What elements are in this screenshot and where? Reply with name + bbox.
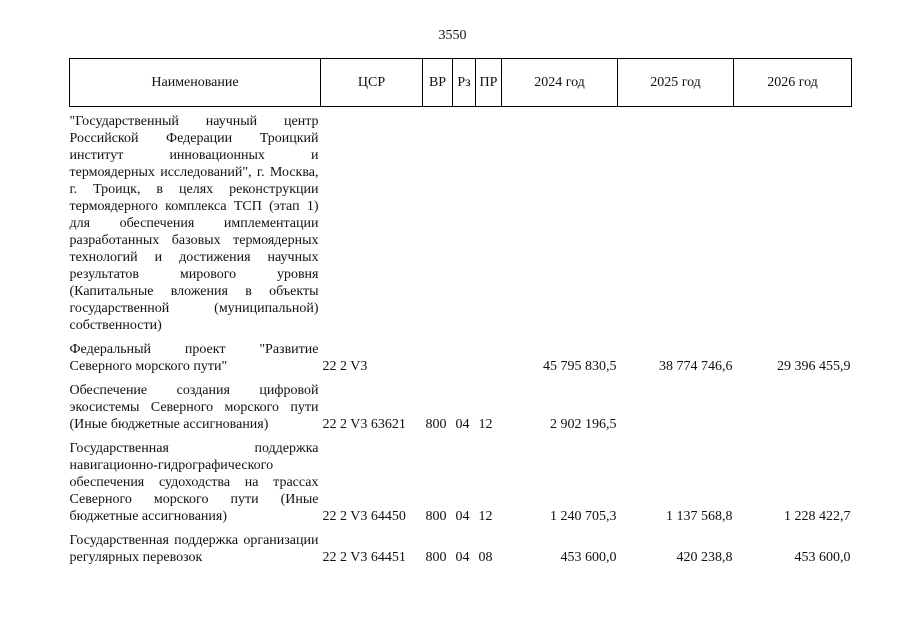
row-vr: 800 [425,417,447,432]
header-vr: ВР [423,59,453,107]
header-rz: Рз [453,59,476,107]
row-vr: 800 [425,509,447,524]
row-csr: 22 2 V3 63621 [322,417,406,432]
header-pr: ПР [476,59,502,107]
row-name: Федеральный проект "Развитие Северного морского пути" [69,342,319,374]
row-2026: 29 396 455,9 [777,359,851,374]
row-pr [476,341,502,382]
row-pr: 12 [478,509,493,524]
row-2025 [618,382,734,440]
row-2026: 453 600,0 [794,550,851,565]
row-rz [453,113,476,341]
header-2025: 2025 год [618,59,734,107]
header-name: Наименование [70,59,321,107]
row-vr: 800 [425,550,447,565]
table-row [70,382,852,440]
row-2025: 420 238,8 [676,550,733,565]
row-rz: 04 [455,550,470,565]
page-number: 3550 [438,28,467,43]
row-2026 [734,113,852,341]
row-name: Обеспечение создания цифровой экосистемы Северного морского пути (Иные бюджетные ассигнования) [69,383,319,432]
row-rz [453,341,476,382]
row-vr [423,341,453,382]
table-row [70,341,852,382]
row-name: Государственная поддержка навигационно-гидрографического обеспечения судоходства на трассах Северного морского пути (Иные бюджетные ассигнования) [69,441,319,524]
row-pr: 08 [478,550,493,565]
row-2024: 453 600,0 [560,550,617,565]
row-pr [476,113,502,341]
row-csr: 22 2 V3 64451 [322,550,406,565]
header-2024: 2024 год [502,59,618,107]
row-2026 [734,382,852,440]
row-pr: 12 [478,417,493,432]
row-2025 [618,113,734,341]
row-2026: 1 228 422,7 [784,509,851,524]
budget-table [69,58,852,566]
row-2024 [502,113,618,341]
row-name: "Государственный научный центр Российской Федерации Троицкий институт инновационных и термоядерных исследований", г. Москва, г. Троицк, в целях реконструкции термоядерного комплекса ТСП (этап 1) для обеспечения имплементации разработанных базовых термоядерных технологий и достижения научных результатов мирового уровня (Капитальные вложения в объекты государственной (муниципальной) собственности) [69,114,319,333]
table-row [70,113,852,341]
row-2025: 38 774 746,6 [659,359,733,374]
table-header-row [70,59,852,107]
row-2024: 2 902 196,5 [550,417,617,432]
header-2026: 2026 год [734,59,852,107]
row-csr: 22 2 V3 64450 [322,509,406,524]
row-csr [321,113,423,341]
row-vr [423,113,453,341]
row-2024: 45 795 830,5 [543,359,617,374]
row-name: Государственная поддержка организации регулярных перевозок [69,533,319,565]
row-rz: 04 [455,509,470,524]
row-csr: 22 2 V3 [322,359,368,374]
header-csr: ЦСР [321,59,423,107]
row-2025: 1 137 568,8 [666,509,733,524]
table-row [70,532,852,566]
row-rz: 04 [455,417,470,432]
row-2024: 1 240 705,3 [550,509,617,524]
table-row [70,440,852,532]
